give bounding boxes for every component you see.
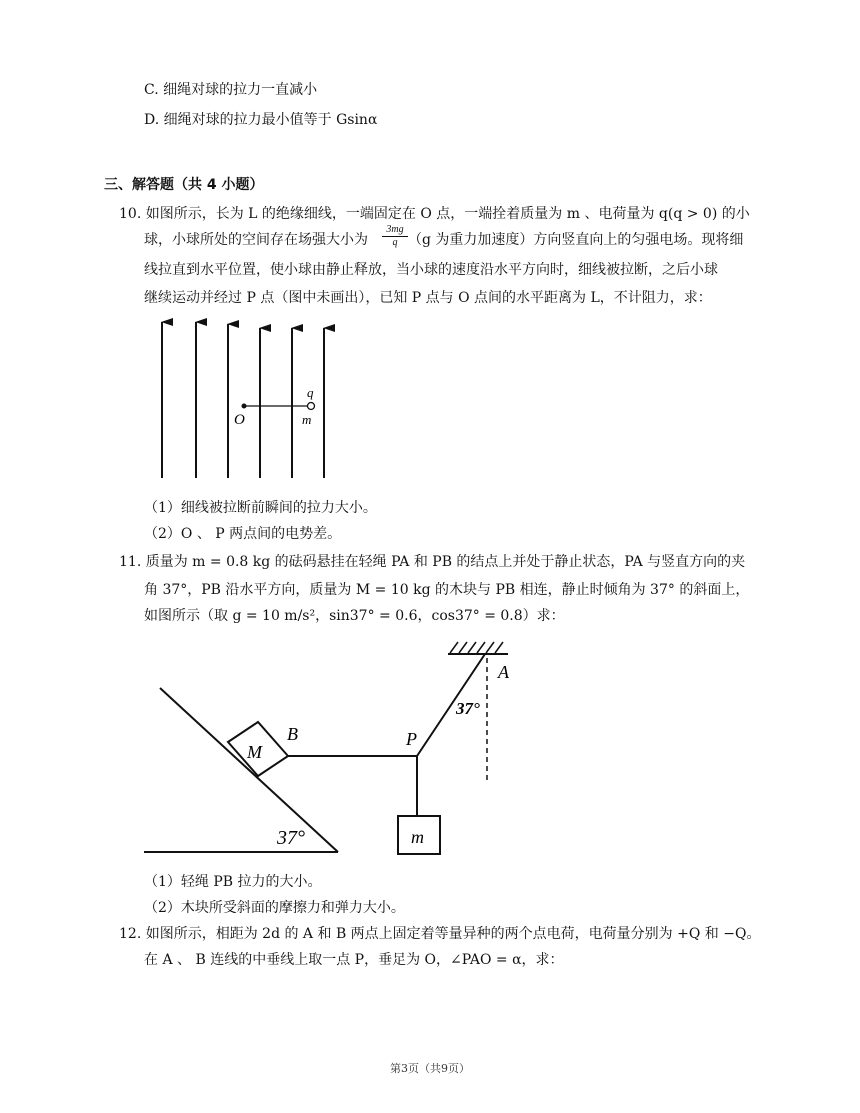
label-p: P <box>406 729 417 749</box>
pivot-o <box>242 404 247 409</box>
q10-fraction <box>382 224 408 249</box>
label-M: M <box>247 742 262 762</box>
q10-line-2b: （g 为重力加速度）方向竖直向上的匀强电场。现将细 <box>408 232 744 248</box>
label-q: q <box>307 385 314 400</box>
label-o: O <box>234 412 245 428</box>
q10-line-2a: 球，小球所处的空间存在场强大小为 <box>144 232 368 248</box>
q10-line-4: 继续运动并经过 P 点（图中未画出），已知 P 点与 O 点间的水平距离为 L，不计阻力，求： <box>144 290 712 306</box>
fraction-denominator: q <box>392 237 398 248</box>
ball <box>308 403 315 410</box>
incline-surface <box>160 688 338 852</box>
fraction-numerator: 3mg <box>386 224 404 235</box>
q10-figure <box>140 316 350 486</box>
ceiling <box>448 642 508 654</box>
option-d: D. 细绳对球的拉力最小值等于 Gsinα <box>144 112 378 128</box>
q10-sub-2: （2）O 、 P 两点间的电势差。 <box>144 526 342 542</box>
q11-figure <box>140 636 520 864</box>
angle-top: 37° <box>456 699 480 718</box>
q11-sub-2: （2）木块所受斜面的摩擦力和弹力大小。 <box>144 900 405 916</box>
q11-sub-1: （1）轻绳 PB 拉力的大小。 <box>144 874 322 890</box>
page-footer: 第3页（共9页） <box>390 1062 470 1075</box>
label-m: m <box>302 412 312 427</box>
q10-line-1: 10. 如图所示，长为 L 的绝缘细线，一端固定在 O 点，一端拴着质量为 m 、电荷量为 q(q > 0) 的小 <box>119 206 750 222</box>
q12-line-1: 12. 如图所示，相距为 2d 的 A 和 B 两点上固定着等量异种的两个点电荷，电荷量分别为 +Q 和 −Q。 <box>119 926 761 942</box>
q11-line-2: 角 37°，PB 沿水平方向，质量为 M = 10 kg 的木块与 PB 相连，静止时倾角为 37° 的斜面上， <box>144 582 750 598</box>
q12-line-2: 在 A 、 B 连线的中垂线上取一点 P，垂足为 O，∠PAO = α，求： <box>144 952 564 968</box>
q11-line-3: 如图所示（取 g = 10 m/s²，sin37° = 0.6，cos37° = 0.8）求： <box>144 608 565 624</box>
label-b: B <box>287 724 298 744</box>
q10-line-3: 线拉直到水平位置，使小球由静止释放，当小球的速度沿水平方向时，细线被拉断，之后小球 <box>144 262 718 278</box>
q11-line-1: 11. 质量为 m = 0.8 kg 的砝码悬挂在轻绳 PA 和 PB 的结点上并处于静止状态，PA 与竖直方向的夹 <box>119 554 746 570</box>
label-m-small: m <box>411 827 424 847</box>
q10-sub-1: （1）细线被拉断前瞬间的拉力大小。 <box>144 500 377 516</box>
angle-bottom: 37° <box>277 827 305 849</box>
section-heading: 三、解答题（共 4 小题） <box>104 177 264 193</box>
label-a: A <box>498 662 509 682</box>
option-c: C. 细绳对球的拉力一直减小 <box>144 82 318 98</box>
field-lines <box>162 322 324 478</box>
